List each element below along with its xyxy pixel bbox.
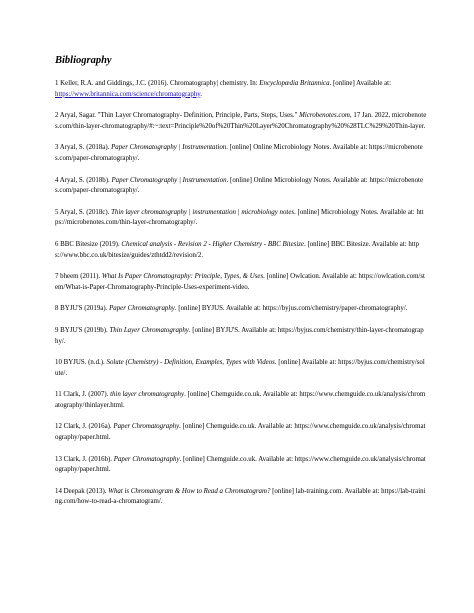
entry-text: 6 BBC Bitesize (2019). <box>55 240 122 248</box>
entry-text: 8 BYJU'S (2019a). <box>55 305 110 313</box>
bibliography-entry <box>55 390 427 411</box>
entry-text: . <box>108 466 111 474</box>
entry-url: https://www.chemguide.co.uk/analysis/chromatography/thinlayer.html <box>55 391 426 409</box>
entry-text: . <box>122 401 125 409</box>
entry-text: 11 Clark, J. (2007). <box>55 391 111 399</box>
bibliography-entry <box>55 358 427 379</box>
entry-text: . <box>195 219 198 227</box>
bibliography-entry <box>55 326 427 347</box>
bibliography-entry <box>55 272 427 293</box>
entry-text: , 17 Jan. 2022, <box>349 112 392 120</box>
entry-text: 7 bheem (2011). <box>55 273 102 281</box>
entry-text: . [online] BYJUS. Available at: <box>174 305 263 313</box>
entry-url: https://microbenotes.com/paper-chromatography/ <box>55 176 424 195</box>
entry-text: 3 Aryal, S. (2018a). <box>55 144 112 152</box>
entry-text: . [online] Available at: <box>274 359 339 367</box>
entry-title: Microbenotes.com <box>299 112 350 120</box>
entry-url: https://lab-training.com/how-to-read-a-chromatogram/ <box>55 487 426 506</box>
entry-title: Solute (Chemistry) - Definition, Examples, Types with Videos <box>106 359 275 367</box>
entry-text: . <box>108 434 111 442</box>
entry-text: 4 Aryal, S. (2018b). <box>55 176 112 184</box>
entry-text: . [online] Microbiology Notes. Available at: <box>294 208 417 216</box>
entry-url: microbenotes.com/thin-layer-chromatography/#:~:text=Principle%20of%20Thin%20Layer%20Chromatography%20%28TLC%29%20Thin-layer. <box>55 112 427 130</box>
entry-text: . [online] Chemguide.co.uk. Available at: <box>179 423 295 431</box>
entry-text: . [online] BYJU'S. Available at: <box>188 326 278 334</box>
entry-text: 5 Aryal, S. (2018c). <box>55 208 112 216</box>
bibliography-entry <box>55 487 427 508</box>
bibliography-entry <box>55 304 427 315</box>
entry-text: . [online] Chemguide.co.uk. Available at: <box>184 391 300 399</box>
entry-text: 2 Aryal, Sagar. "Thin Layer Chromatography- Definition, Principle, Parts, Steps, Uses." <box>55 112 300 120</box>
entry-title: thin layer chromatography <box>110 391 185 399</box>
entry-url: https://byjus.com/chemistry/thin-layer-chromatography/ <box>55 326 424 345</box>
entry-url: https://www.chemguide.co.uk/analysis/chromatography/paper.html <box>55 455 426 474</box>
bibliography-entry <box>55 208 427 229</box>
entry-title: Thin layer chromatography | instrumentation | microbiology notes <box>111 208 295 216</box>
entry-text: . <box>247 283 250 291</box>
entry-url: https://byjus.com/chemistry/solute/ <box>55 359 425 377</box>
entry-title: Chemical analysis - Revision 2 - Higher Chemistry - BBC Bitesize <box>121 240 304 248</box>
entry-text: [online] lab-training.com. Available at: <box>270 487 382 495</box>
entry-text: 9 BYJU'S (2019b). <box>55 326 110 334</box>
entry-text: . <box>160 498 163 506</box>
entry-text: 1 Keller, R.A. and Giddings, J.C. (2016). Chromatography| chemistry. In: <box>55 80 260 87</box>
entry-text: . [online] Available at: <box>329 80 392 87</box>
entry-text: 12 Clark, J. (2016a). <box>55 423 114 431</box>
bibliography-entry <box>55 455 427 476</box>
entry-text: 13 Clark, J. (2016b). <box>55 455 114 463</box>
entry-text: . [online] Chemguide.co.uk. Available at: <box>179 455 295 463</box>
entry-title: Paper Chromatography <box>113 455 180 463</box>
entry-text: . <box>405 305 408 313</box>
entry-title: Paper Chromatography <box>113 423 180 431</box>
entry-url: https://owlcation.com/stem/What-is-Paper-Chromatography-Principle-Uses-experiment-video <box>55 273 425 291</box>
entry-text: . [online] Online Microbiology Notes. Available at: <box>226 176 370 184</box>
entry-url: https://byjus.com/chemistry/paper-chromatography/ <box>262 305 406 313</box>
entry-text: . <box>65 369 68 377</box>
entry-text: 14 Deepak (2013). <box>55 487 109 495</box>
bibliography-entry <box>55 176 427 197</box>
entry-url: https://microbenotes.com/thin-layer-chromatography/ <box>55 208 424 227</box>
entry-text: 10 BYJUS. (n.d.). <box>55 359 107 367</box>
entry-text: . <box>137 187 140 195</box>
entry-title: Encyclopædia Britannica <box>259 80 330 87</box>
entry-text: . [online] BBC Bitesize. Available at: <box>304 240 409 248</box>
bibliography-entry <box>55 79 427 100</box>
entry-url: https://www.chemguide.co.uk/analysis/chromatography/paper.html <box>55 423 426 442</box>
entry-text: . <box>63 337 66 345</box>
entry-text: . <box>201 251 204 259</box>
bibliography-entry <box>55 422 427 443</box>
entry-link[interactable]: https://www.britannica.com/science/chromatography <box>55 90 201 98</box>
entry-text: . [online] Owlcation. Available at: <box>263 273 359 281</box>
entry-text: . <box>200 90 203 98</box>
entry-text: . [online] Online Microbiology Notes. Available at: <box>226 144 370 152</box>
bibliography-list <box>55 79 427 519</box>
entry-title: Paper Chromatography <box>109 305 175 313</box>
entry-title: Paper Chromatography | Instrumentation <box>111 144 227 152</box>
bibliography-entry <box>55 143 427 164</box>
bibliography-entry <box>55 240 427 261</box>
entry-title: Paper Chromatography | Instrumentation <box>111 176 227 184</box>
bibliography-heading: Bibliography <box>55 55 112 66</box>
entry-url: https://microbenotes.com/paper-chromatography/ <box>55 144 423 162</box>
entry-title: What is Chromatogram & How to Read a Chromatogram? <box>108 487 271 495</box>
entry-title: What Is Paper Chromatography: Principle, Types, & Uses <box>101 273 264 281</box>
entry-url: https://www.bbc.co.uk/bitesize/guides/zthtdd2/revision/2 <box>55 240 420 259</box>
entry-title: Thin Layer Chromatography <box>109 326 189 334</box>
entry-text: . <box>137 154 140 162</box>
bibliography-entry <box>55 111 427 132</box>
